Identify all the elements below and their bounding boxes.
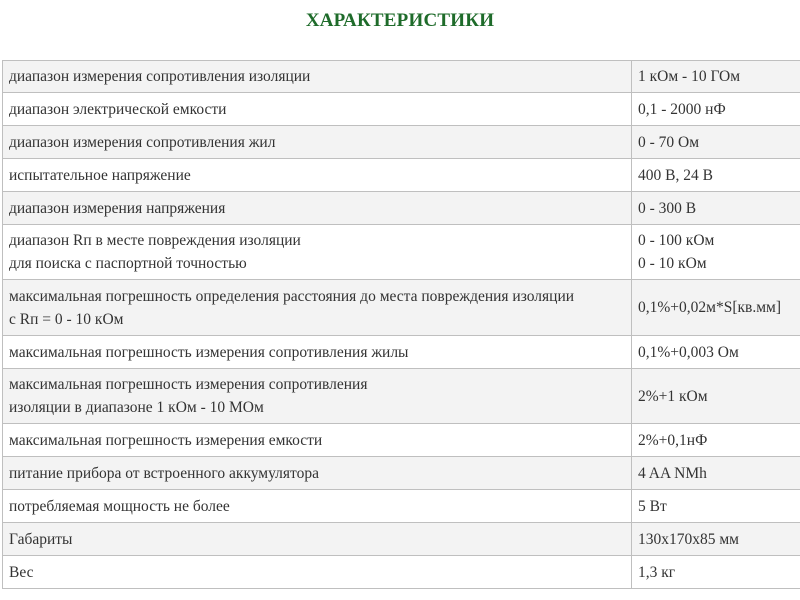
value-cell (632, 93, 800, 126)
param-text: максимальная погрешность измерения сопротивления жилы (9, 343, 409, 361)
page-title: ХАРАКТЕРИСТИКИ (305, 10, 495, 31)
table-row (3, 424, 800, 457)
param-text: максимальная погрешность измерения сопротивления (9, 376, 368, 393)
param-text: диапазон измерения сопротивления жил (9, 133, 276, 151)
param-text: Вес (9, 563, 34, 581)
table-row (3, 280, 800, 336)
param-cell (3, 126, 632, 159)
value-cell (632, 490, 800, 523)
value-text: 400 В, 24 В (638, 166, 713, 184)
value-cell (632, 369, 800, 424)
table-row (3, 369, 800, 424)
value-text: 4 AA NMh (638, 464, 707, 482)
value-cell (632, 61, 800, 93)
param-text: диапазон электрической емкости (9, 100, 227, 118)
param-text: питание прибора от встроенного аккумулятора (9, 464, 319, 482)
value-text: 130x170x85 мм (638, 530, 739, 548)
param-text: испытательное напряжение (9, 166, 191, 184)
table-row (3, 490, 800, 523)
param-text: Габариты (9, 530, 73, 548)
value-text: 2%+1 кОм (638, 387, 708, 405)
value-text: 0,1 - 2000 нФ (638, 100, 726, 118)
param-cell (3, 336, 632, 369)
value-cell (632, 457, 800, 490)
param-cell (3, 192, 632, 225)
param-cell (3, 225, 632, 280)
value-text: 0 - 10 кОм (638, 255, 707, 272)
value-text: 0,1%+0,02м*S[кв.мм] (638, 299, 781, 316)
table-row (3, 523, 800, 556)
value-text: 2%+0,1нФ (638, 431, 708, 449)
param-cell (3, 490, 632, 523)
param-cell (3, 556, 632, 589)
param-text: изоляции в диапазоне 1 кОм - 10 МОм (9, 399, 264, 416)
param-cell (3, 93, 632, 126)
value-cell (632, 523, 800, 556)
table-row (3, 336, 800, 369)
param-cell (3, 369, 632, 424)
param-text: диапазон измерения напряжения (9, 199, 226, 217)
param-text: для поиска с паспортной точностью (9, 255, 247, 272)
table-row (3, 126, 800, 159)
table-row (3, 61, 800, 93)
param-text: с Rп = 0 - 10 кОм (9, 310, 124, 328)
value-cell (632, 192, 800, 225)
table-row (3, 225, 800, 280)
value-text: 0 - 70 Ом (638, 133, 700, 151)
param-text: диапазон измерения сопротивления изоляции (9, 68, 311, 85)
specifications-table (2, 60, 800, 589)
value-text: 1 кОм - 10 ГОм (638, 68, 741, 85)
param-text: максимальная погрешность определения расстояния до места повреждения изоляции (9, 287, 575, 305)
value-text: 0,1%+0,003 Ом (638, 343, 739, 361)
param-cell (3, 424, 632, 457)
table-row (3, 457, 800, 490)
param-cell (3, 159, 632, 192)
value-text: 0 - 300 В (638, 199, 697, 217)
table-row (3, 159, 800, 192)
param-text: диапазон Rп в месте повреждения изоляции (9, 232, 301, 249)
param-cell (3, 280, 632, 336)
value-text: 5 Вт (638, 497, 667, 515)
param-text: максимальная погрешность измерения емкости (9, 431, 323, 449)
table-row (3, 556, 800, 589)
value-cell (632, 126, 800, 159)
param-cell (3, 457, 632, 490)
value-cell (632, 225, 800, 280)
value-cell (632, 159, 800, 192)
param-cell (3, 523, 632, 556)
param-text: потребляемая мощность не более (9, 497, 230, 515)
value-cell (632, 280, 800, 336)
value-cell (632, 336, 800, 369)
table-row (3, 93, 800, 126)
value-text: 0 - 100 кОм (638, 232, 715, 249)
param-cell (3, 61, 632, 93)
value-text: 1,3 кг (638, 563, 676, 581)
table-row (3, 192, 800, 225)
value-cell (632, 424, 800, 457)
value-cell (632, 556, 800, 589)
